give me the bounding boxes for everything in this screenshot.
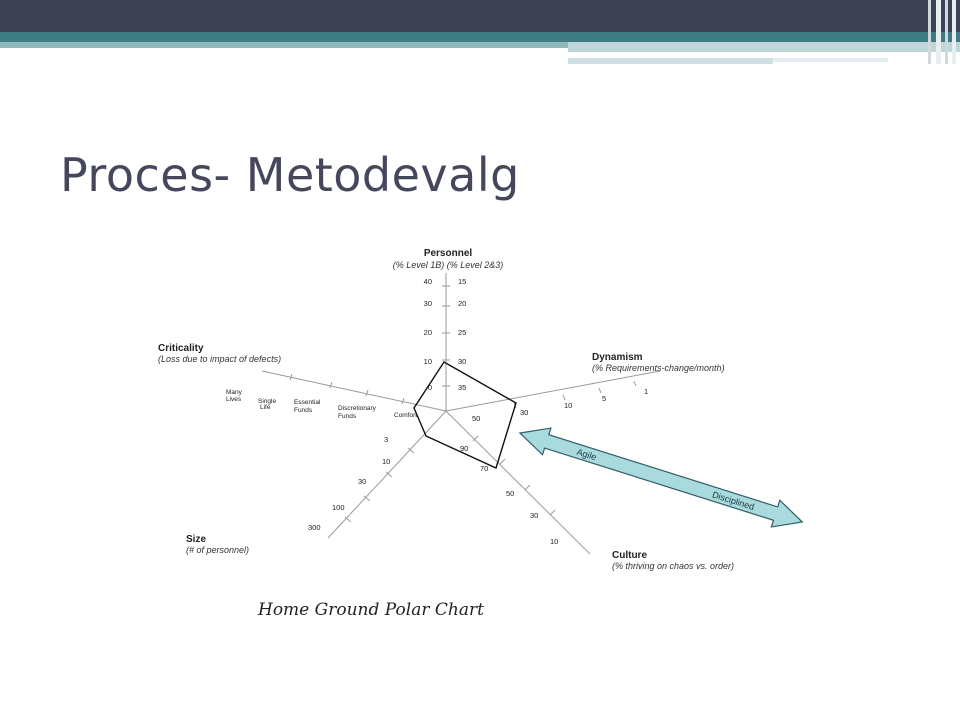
criticality-axis-title: Criticality [158,343,204,354]
header-accent-band [0,32,960,42]
size-axis-subtitle: (# of personnel) [186,545,250,555]
dynamism-axis [446,371,660,411]
agile-disciplined-arrow [516,420,807,536]
culture-axis-title: Culture [612,550,647,561]
personnel-tick: 25 [458,328,467,337]
slide-title: Proces- Metodevalg [60,148,520,202]
header-stripe [945,0,948,64]
culture-axis [446,411,590,554]
personnel-tick: 20 [423,328,432,337]
personnel-tick: 30 [458,357,467,366]
personnel-tick: 40 [423,277,432,286]
dynamism-axis-title: Dynamism [592,352,643,363]
header-stripe [928,0,931,64]
criticality-tick: Funds [294,407,313,414]
culture-tick: 50 [506,489,515,498]
criticality-tick: Comfort [394,412,418,419]
dynamism-axis-subtitle: (% Requirements-change/month) [592,363,725,373]
personnel-tick: 15 [458,277,467,286]
culture-tick: 10 [550,537,559,546]
personnel-axis-title: Personnel [423,248,473,259]
criticality-tick: Lives [226,396,242,403]
personnel-tick: 20 [458,299,467,308]
header-accent-band-pale [568,42,960,52]
size-tick: 10 [382,457,391,466]
home-ground-polar-chart [150,238,820,583]
personnel-tick: 35 [458,383,467,392]
culture-tick: 90 [460,444,469,453]
size-tick: 3 [384,435,389,444]
criticality-tick: Essential [294,399,321,406]
criticality-tick: Life [260,404,271,411]
size-tick: 300 [308,523,321,532]
disciplined-label: Disciplined [710,489,756,513]
criticality-axis-subtitle: (Loss due to impact of defects) [158,354,282,364]
culture-tick: 30 [530,511,539,520]
dynamism-tick: 30 [520,408,529,417]
header-stripe [952,0,956,64]
culture-tick: 70 [480,464,489,473]
criticality-tick: Many [226,389,242,396]
culture-axis-subtitle: (% thriving on chaos vs. order) [612,561,735,571]
header-rule [773,58,888,62]
header-rule [568,52,888,55]
size-tick: 100 [332,503,345,512]
criticality-tick: Discretionary [338,405,376,412]
agile-label: Agile [575,446,598,463]
dynamism-tick: 5 [602,394,607,403]
size-axis-title: Size [186,534,207,545]
size-tick: 30 [358,477,367,486]
header-stripe [936,0,941,64]
header-accent-band-light [0,42,568,48]
dynamism-tick: 50 [472,414,481,423]
personnel-axis-subtitle: (% Level 1B) (% Level 2&3) [392,260,504,270]
personnel-tick: 10 [423,357,432,366]
criticality-tick: Single [258,398,277,405]
header-bar [0,0,960,32]
size-axis [328,411,446,538]
dynamism-tick: 1 [644,387,649,396]
personnel-tick: 0 [427,383,432,392]
dynamism-tick: 10 [564,401,573,410]
criticality-tick: Funds [338,413,357,420]
chart-caption: Home Ground Polar Chart [258,600,484,620]
personnel-tick: 30 [423,299,432,308]
header-rule [568,58,773,64]
